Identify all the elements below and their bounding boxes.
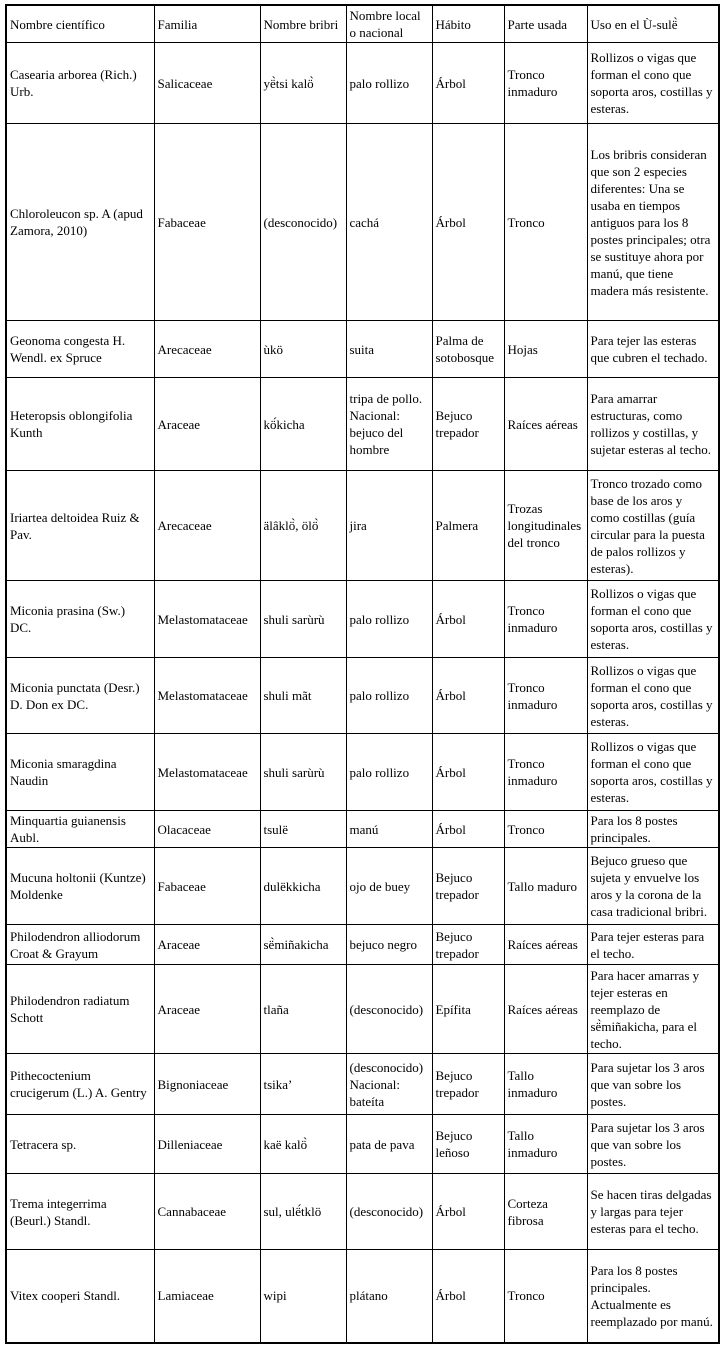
table-cell: Philodendron alliodorum Croat & Grayum [6,925,154,965]
table-cell: së̀miñakicha [260,925,346,965]
table-cell: kö́kicha [260,378,346,471]
column-header: Nombre local o nacional [346,5,432,43]
table-cell: shuli sarùrù [260,734,346,811]
table-header [6,5,719,43]
table-cell: Araceae [154,378,260,471]
table-cell: Tronco [504,1250,587,1343]
table-cell: Árbol [432,658,504,734]
table-cell: Árbol [432,43,504,124]
table-cell: Árbol [432,124,504,321]
table-cell: Araceae [154,965,260,1054]
table-cell: tlaña [260,965,346,1054]
table-cell: Chloroleucon sp. A (apud Zamora, 2010) [6,124,154,321]
table-cell: Bignoniaceae [154,1054,260,1115]
table-cell: cachá [346,124,432,321]
table-cell: wipi [260,1250,346,1343]
table-cell: Para amarrar estructuras, como rollizos y costillas, y sujetar esteras al techo. [587,378,719,471]
table-cell: Arecaceae [154,321,260,378]
table-cell: Trozas longitudinales del tronco [504,471,587,581]
table-cell: Arecaceae [154,471,260,581]
table-cell: Miconia smaragdina Naudin [6,734,154,811]
table-row [6,811,719,848]
table-row [6,1250,719,1343]
table-cell: älâklö̀, ölö̀ [260,471,346,581]
table-cell: Vitex cooperi Standl. [6,1250,154,1343]
table-cell: Lamiaceae [154,1250,260,1343]
column-header: Nombre bribri [260,5,346,43]
column-header: Parte usada [504,5,587,43]
table-cell: Bejuco leñoso [432,1115,504,1174]
table-cell: Miconia prasina (Sw.) DC. [6,581,154,658]
table-cell: (desconocido) [260,124,346,321]
table-row [6,1115,719,1174]
table-row [6,1054,719,1115]
table-cell: Pithecoctenium crucigerum (L.) A. Gentry [6,1054,154,1115]
table-cell: tripa de pollo. Nacional: bejuco del hombre [346,378,432,471]
table-cell: Tallo inmaduro [504,1054,587,1115]
table-row [6,965,719,1054]
table-cell: ùkö [260,321,346,378]
table-cell: Iriartea deltoidea Ruiz & Pav. [6,471,154,581]
table-cell: Geonoma congesta H. Wendl. ex Spruce [6,321,154,378]
column-header: Familia [154,5,260,43]
table-cell: Minquartia guianensis Aubl. [6,811,154,848]
table-cell: Cannabaceae [154,1174,260,1250]
table-cell: plátano [346,1250,432,1343]
table-cell: Tetracera sp. [6,1115,154,1174]
table-cell: Rollizos o vigas que forman el cono que soporta aros, costillas y esteras. [587,581,719,658]
table-row [6,848,719,925]
table-cell: (desconocido) Nacional: bateíta [346,1054,432,1115]
table-cell: Rollizos o vigas que forman el cono que soporta aros, costillas y esteras. [587,658,719,734]
table-cell: Melastomataceae [154,734,260,811]
table-cell: sul, ulë́tklö [260,1174,346,1250]
table-row [6,658,719,734]
table-cell: Árbol [432,581,504,658]
table-cell: Bejuco trepador [432,925,504,965]
table-cell: Para tejer esteras para el techo. [587,925,719,965]
table-cell: Mucuna holtonii (Kuntze) Moldenke [6,848,154,925]
table-row [6,43,719,124]
table-cell: Corteza fibrosa [504,1174,587,1250]
table-cell: Palmera [432,471,504,581]
table-cell: Árbol [432,1250,504,1343]
table-cell: bejuco negro [346,925,432,965]
table-cell: Casearia arborea (Rich.) Urb. [6,43,154,124]
table-cell: Tronco trozado como base de los aros y como costillas (guía circular para la puesta de palos rollizos y esteras). [587,471,719,581]
table-cell: palo rollizo [346,43,432,124]
table-cell: (desconocido) [346,965,432,1054]
table-row [6,925,719,965]
table-cell: palo rollizo [346,581,432,658]
table-cell: Tronco [504,124,587,321]
table-cell: Fabaceae [154,848,260,925]
table-cell: tsulë [260,811,346,848]
table-cell: dulëkkicha [260,848,346,925]
table-cell: Tallo inmaduro [504,1115,587,1174]
table-cell: Bejuco grueso que sujeta y envuelve los aros y la corona de la casa tradicional bribri. [587,848,719,925]
table-cell: palo rollizo [346,734,432,811]
table-cell: pata de pava [346,1115,432,1174]
table-cell: palo rollizo [346,658,432,734]
table-cell: Tronco [504,811,587,848]
table-cell: Bejuco trepador [432,378,504,471]
table-cell: Bejuco trepador [432,848,504,925]
table-cell: Raíces aéreas [504,925,587,965]
table-cell: manú [346,811,432,848]
table-cell: (desconocido) [346,1174,432,1250]
table-cell: Para los 8 postes principales. [587,811,719,848]
table-cell: Tronco inmaduro [504,658,587,734]
table-row [6,378,719,471]
table-row [6,321,719,378]
table-cell: ojo de buey [346,848,432,925]
table-cell: Los bribris consideran que son 2 especies diferentes: Una se usaba en tiempos antiguos para los 8 postes principales; otra se sustituye ahora por manú, que tiene madera más resistente. [587,124,719,321]
table-cell: Para tejer las esteras que cubren el techado. [587,321,719,378]
table-cell: yë̀tsi kalö̀ [260,43,346,124]
table-cell: Tronco inmaduro [504,43,587,124]
table-cell: Rollizos o vigas que forman el cono que soporta aros, costillas y esteras. [587,43,719,124]
table-cell: Rollizos o vigas que forman el cono que soporta aros, costillas y esteras. [587,734,719,811]
table-cell: Palma de sotobosque [432,321,504,378]
table-cell: Heteropsis oblongifolia Kunth [6,378,154,471]
column-header: Hábito [432,5,504,43]
table-cell: Miconia punctata (Desr.) D. Don ex DC. [6,658,154,734]
table-cell: Raíces aéreas [504,378,587,471]
table-cell: Epífita [432,965,504,1054]
table-cell: Árbol [432,811,504,848]
table-cell: Para hacer amarras y tejer esteras en reemplazo de së̀miñakicha, para el techo. [587,965,719,1054]
column-header: Nombre científico [6,5,154,43]
table-cell: shuli sarùrù [260,581,346,658]
table-cell: Para sujetar los 3 aros que van sobre los postes. [587,1115,719,1174]
table-cell: Trema integerrima (Beurl.) Standl. [6,1174,154,1250]
table-cell: jira [346,471,432,581]
table-cell: tsika’ [260,1054,346,1115]
table-cell: Árbol [432,734,504,811]
table-cell: Para sujetar los 3 aros que van sobre los postes. [587,1054,719,1115]
table-cell: Araceae [154,925,260,965]
table-cell: Tronco inmaduro [504,581,587,658]
table-cell: Para los 8 postes principales. Actualmente es reemplazado por manú. [587,1250,719,1343]
table-cell: Raíces aéreas [504,965,587,1054]
table-cell: Fabaceae [154,124,260,321]
table-cell: Olacaceae [154,811,260,848]
table-cell: Melastomataceae [154,658,260,734]
table-cell: Melastomataceae [154,581,260,658]
species-uses-table [5,4,720,1344]
table-cell: Tallo maduro [504,848,587,925]
table-cell: Hojas [504,321,587,378]
table-cell: Tronco inmaduro [504,734,587,811]
header-row [6,5,719,43]
table-body [6,43,719,1343]
column-header: Uso en el Ù-sulë̀ [587,5,719,43]
table-row [6,124,719,321]
table-cell: Salicaceae [154,43,260,124]
table-cell: suita [346,321,432,378]
table-cell: shuli mãt [260,658,346,734]
table-cell: Bejuco trepador [432,1054,504,1115]
table-cell: kaë kalö̀ [260,1115,346,1174]
table-cell: Árbol [432,1174,504,1250]
table-row [6,734,719,811]
table-cell: Dilleniaceae [154,1115,260,1174]
table-cell: Se hacen tiras delgadas y largas para tejer esteras para el techo. [587,1174,719,1250]
table-row [6,1174,719,1250]
table-cell: Philodendron radiatum Schott [6,965,154,1054]
table-row [6,581,719,658]
table-row [6,471,719,581]
